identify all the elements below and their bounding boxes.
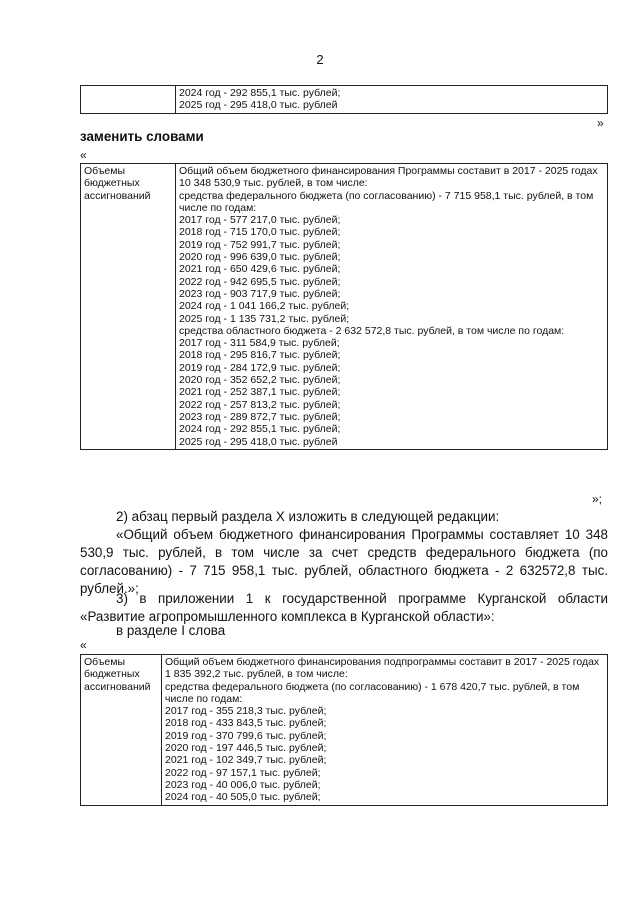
budget-table-subprogram [80, 654, 608, 806]
replace-heading: заменить словами [80, 129, 204, 144]
regional-year-line: 2024 год - 292 855,1 тыс. рублей; [179, 423, 341, 436]
federal-header: средства федерального бюджета (по согласованию) - 7 715 958,1 тыс. рублей, в том числе по годам: [179, 189, 594, 214]
federal-year-line: 2024 год - 1 041 166,2 тыс. рублей; [179, 300, 350, 313]
page-number: 2 [316, 52, 324, 67]
label-cell-empty [81, 86, 176, 114]
intro-text: Общий объем бюджетного финансирования Программы составит в 2017 - 2025 годах 10 348 530,9 тыс. рублей, в том числе: [179, 165, 598, 190]
paragraph-3-text: 3) в приложении 1 к государственной программе Курганской области «Развитие агропромышленного комплекса в Курганской области»: [80, 591, 608, 624]
federal-year-line: 2017 год - 355 218,3 тыс. рублей; [165, 705, 327, 718]
opening-quote: « [80, 638, 87, 652]
federal-year-line: 2018 год - 715 170,0 тыс. рублей; [179, 226, 341, 239]
federal-header: средства федерального бюджета (по согласованию) - 1 678 420,7 тыс. рублей, в том числе по годам: [165, 680, 580, 705]
year-line: 2025 год - 295 418,0 тыс. рублей [179, 99, 338, 112]
federal-year-line: 2022 год - 97 157,1 тыс. рублей; [165, 766, 321, 779]
federal-year-line: 2020 год - 197 446,5 тыс. рублей; [165, 742, 327, 755]
regional-year-line: 2022 год - 257 813,2 тыс. рублей; [179, 398, 341, 411]
intro-text: Общий объем бюджетного финансирования подпрограммы составит в 2017 - 2025 годах 1 835 392,2 тыс. рублей, в том числе: [165, 656, 600, 681]
federal-year-line: 2023 год - 903 717,9 тыс. рублей; [179, 287, 341, 300]
regional-year-line: 2017 год - 311 584,9 тыс. рублей; [179, 337, 340, 350]
regional-year-line: 2018 год - 295 816,7 тыс. рублей; [179, 349, 341, 362]
paragraph-2-text: «Общий объем бюджетного финансирования Программы составляет 10 348 530,9 тыс. рублей, в том числе за счет средств федерального бюджета (по согласованию) - 7 715 958,1 тыс. рублей, областного бюджета - 2 632572,8 тыс. рублей.»; [80, 527, 608, 596]
regional-header: средства областного бюджета - 2 632 572,8 тыс. рублей, в том числе по годам: [179, 324, 565, 337]
federal-year-line: 2019 год - 752 991,7 тыс. рублей; [179, 238, 341, 251]
amount-cell [176, 164, 608, 450]
regional-year-line: 2020 год - 352 652,2 тыс. рублей; [179, 374, 341, 387]
label-cell: Объемы бюджетных ассигнований [81, 164, 176, 450]
amount-cell [162, 655, 608, 806]
closing-quote: »; [592, 492, 603, 506]
federal-year-line: 2018 год - 433 843,5 тыс. рублей; [165, 717, 327, 730]
closing-quote: » [597, 116, 604, 130]
amount-cell [176, 86, 608, 114]
federal-year-line: 2020 год - 996 639,0 тыс. рублей; [179, 251, 341, 264]
federal-year-line: 2025 год - 1 135 731,2 тыс. рублей; [179, 312, 350, 325]
budget-table-continuation [80, 85, 608, 114]
regional-year-line: 2021 год - 252 387,1 тыс. рублей; [179, 386, 341, 399]
opening-quote: « [80, 148, 87, 162]
paragraph-2-title: 2) абзац первый раздела X изложить в следующей редакции: [116, 509, 500, 524]
regional-year-line: 2019 год - 284 172,9 тыс. рублей; [179, 361, 341, 374]
federal-year-line: 2022 год - 942 695,5 тыс. рублей; [179, 275, 341, 288]
federal-year-line: 2021 год - 102 349,7 тыс. рублей; [165, 754, 327, 767]
regional-year-line: 2023 год - 289 872,7 тыс. рублей; [179, 410, 341, 423]
paragraph-3-sub: в разделе I слова [116, 623, 226, 638]
federal-year-line: 2017 год - 577 217,0 тыс. рублей; [179, 214, 341, 227]
year-line: 2024 год - 292 855,1 тыс. рублей; [179, 87, 341, 99]
label-cell: Объемы бюджетных ассигнований [81, 655, 162, 806]
federal-year-line: 2023 год - 40 006,0 тыс. рублей; [165, 778, 321, 791]
budget-table-program [80, 163, 608, 450]
federal-year-line: 2019 год - 370 799,6 тыс. рублей; [165, 729, 327, 742]
federal-year-line: 2024 год - 40 505,0 тыс. рублей; [165, 791, 321, 804]
federal-year-line: 2021 год - 650 429,6 тыс. рублей; [179, 263, 341, 276]
regional-year-line: 2025 год - 295 418,0 тыс. рублей [179, 435, 338, 448]
